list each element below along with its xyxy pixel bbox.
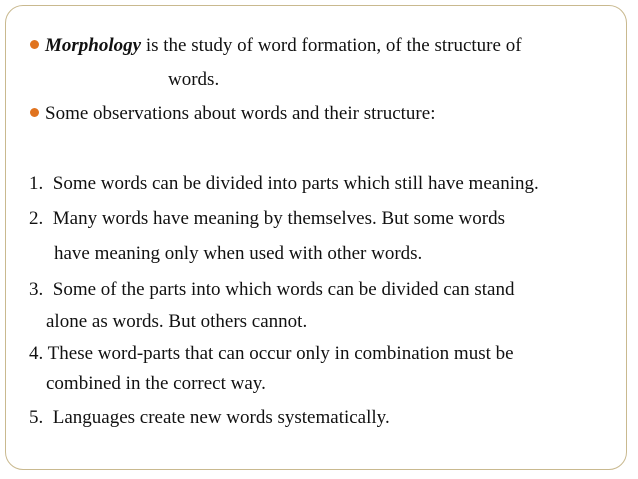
term-morphology: Morphology	[45, 35, 142, 56]
item-text: These word-parts that can occur only in combination must be	[47, 343, 514, 364]
item-text: Some words can be divided into parts which still have meaning.	[52, 173, 539, 194]
item-text: Some of the parts into which words can be divided can stand	[52, 279, 515, 300]
item-number: 2.	[29, 208, 44, 229]
list-item-4	[29, 343, 514, 365]
item-number: 5.	[29, 407, 44, 428]
bullet-observations-text: Some observations about words and their structure:	[45, 103, 436, 124]
item-number: 4.	[29, 343, 44, 364]
list-item-2	[29, 208, 505, 230]
bullet-dot-icon	[30, 40, 39, 49]
slide-frame	[5, 5, 627, 470]
item-text: Languages create new words systematically.	[52, 407, 390, 428]
bullet-dot-icon	[30, 108, 39, 117]
list-item-4-continuation: combined in the correct way.	[46, 373, 266, 394]
item-number: 3.	[29, 279, 44, 300]
bullet-morphology-text: is the study of word formation, of the structure of	[141, 35, 522, 56]
bullet-observations	[30, 103, 435, 125]
item-number: 1.	[29, 173, 44, 194]
bullet-morphology-continuation: words.	[168, 69, 220, 90]
list-item-3-continuation: alone as words. But others cannot.	[46, 311, 308, 332]
list-item-2-continuation: have meaning only when used with other words.	[54, 243, 423, 264]
list-item-3	[29, 279, 514, 301]
list-item-5	[29, 407, 390, 429]
list-item-1	[29, 173, 539, 195]
item-text: Many words have meaning by themselves. But some words	[52, 208, 505, 229]
bullet-morphology	[30, 35, 522, 57]
